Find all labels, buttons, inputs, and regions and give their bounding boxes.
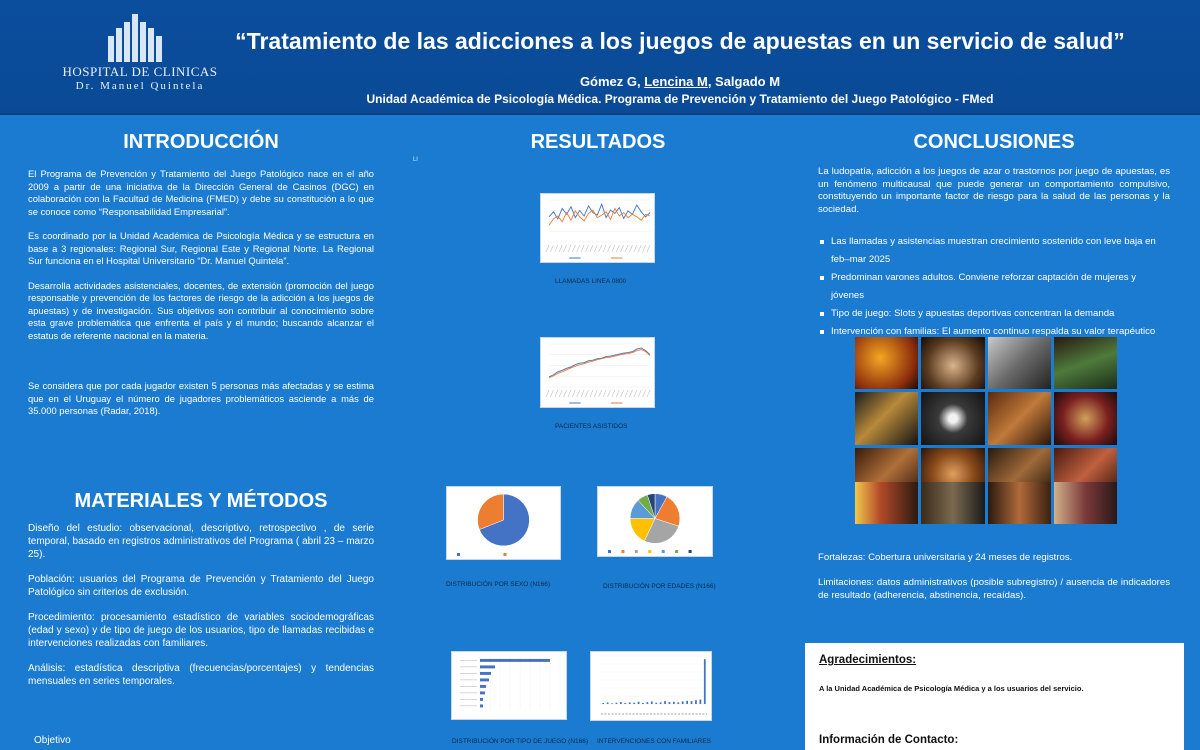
x-tick-mark bbox=[643, 245, 646, 252]
intro-paragraph: El Programa de Prevención y Tratamiento del Juego Patológico nace en el año 2009 a partir de una iniciativa de la Dirección General de Casinos (DGC) en colaboración con la Facultad de Medicina (FMED) y debe su constitución a lo que se conoce como “Responsabilidad Empresarial”. bbox=[28, 168, 374, 217]
bar bbox=[646, 702, 648, 704]
legend-swatch bbox=[675, 550, 678, 553]
legend-swatch bbox=[504, 553, 507, 556]
x-tick-mark bbox=[581, 390, 584, 397]
bullet-item: Predominan varones adultos. Conviene reforzar captación de mujeres y jóvenes bbox=[818, 269, 1170, 305]
sex-chart-svg bbox=[447, 487, 560, 559]
bar bbox=[480, 678, 489, 681]
intro-paragraph: Se considera que por cada jugador existen 5 personas más afectadas y se estima que en el Uruguay el número de jugadores problemáticos asciende a más de 35.000 personas (Radar, 2018). bbox=[28, 380, 374, 416]
x-tick-mark bbox=[594, 390, 597, 397]
x-tick-mark bbox=[572, 390, 575, 397]
x-tick-mark bbox=[629, 245, 632, 252]
billiard-balls-image bbox=[855, 337, 918, 389]
patients-chart-svg bbox=[541, 338, 654, 407]
intro-paragraph: Es coordinado por la Unidad Académica de Psicología Médica y se estructura en base a 3 regionales: Regional Sur, Regional Este y Regional Norte. La Regional Sur funciona en el Hospital Universitario “Dr. Manuel Quintela”. bbox=[28, 230, 374, 266]
legend-swatch bbox=[621, 550, 624, 553]
x-tick-mark bbox=[577, 245, 580, 252]
logo-subtitle: Dr. Manuel Quintela bbox=[75, 80, 205, 92]
x-tick-mark bbox=[586, 390, 589, 397]
methods-paragraph: Diseño del estudio: observacional, descriptivo, retrospectivo , de serie temporal, basado en registros administrativos del Programa ( abril 23 – marzo 25). bbox=[28, 523, 374, 560]
bar bbox=[480, 672, 491, 675]
series-line bbox=[549, 350, 650, 378]
bar bbox=[480, 659, 550, 662]
methods-heading: MATERIALES Y MÉTODOS bbox=[74, 490, 328, 512]
intro-heading: INTRODUCCIÓN bbox=[123, 131, 279, 153]
x-tick-mark bbox=[621, 245, 624, 252]
x-tick-mark bbox=[550, 245, 553, 252]
casino-table-image bbox=[1054, 337, 1117, 389]
affiliation: Unidad Académica de Psicología Médica. Programa de Prevención y Tratamiento del Juego Patológico - FMed bbox=[366, 92, 994, 106]
game-type-chart-caption: DISTRIBUCIÓN POR TIPO DE JUEGO (N166) bbox=[452, 738, 589, 745]
lottery-image bbox=[1054, 482, 1117, 524]
x-tick-mark bbox=[568, 245, 571, 252]
intro-body bbox=[28, 168, 374, 430]
slot-lights-image bbox=[855, 392, 918, 444]
x-tick-mark bbox=[568, 390, 571, 397]
x-tick-mark bbox=[603, 390, 606, 397]
legend-swatch bbox=[635, 550, 638, 553]
poster-title: “Tratamiento de las adicciones a los juegos de apuestas en un servicio de salud” bbox=[235, 28, 1125, 54]
bullet-item: Las llamadas y asistencias muestran crecimiento sostenido con leve baja en feb–mar 2025 bbox=[818, 233, 1170, 269]
contact-heading: Información de Contacto: bbox=[819, 734, 959, 746]
x-tick-mark bbox=[586, 245, 589, 252]
x-tick-mark bbox=[594, 245, 597, 252]
x-tick-mark bbox=[634, 390, 637, 397]
conclusions-heading: CONCLUSIONES bbox=[913, 131, 1075, 153]
bar bbox=[642, 703, 644, 704]
x-tick-mark bbox=[634, 245, 637, 252]
bar bbox=[704, 659, 706, 704]
authors bbox=[230, 74, 1130, 89]
x-tick-mark bbox=[546, 245, 549, 252]
legend-swatch bbox=[648, 550, 651, 553]
bar bbox=[602, 703, 604, 704]
bar bbox=[616, 703, 618, 704]
game-type-bar-chart bbox=[451, 651, 567, 720]
family-bar-chart bbox=[590, 651, 712, 721]
bullet-item: Tipo de juego: Slots y apuestas deportivas concentran la demanda bbox=[818, 305, 1170, 323]
family-chart-caption: INTERVENCIONES CON FAMILIARES bbox=[597, 738, 712, 745]
x-tick-mark bbox=[616, 245, 619, 252]
x-tick-mark bbox=[564, 245, 567, 252]
x-tick-mark bbox=[621, 390, 624, 397]
bar bbox=[633, 703, 635, 704]
gambling-photo-collage bbox=[855, 337, 1117, 500]
x-tick-mark bbox=[546, 390, 549, 397]
sex-pie-chart bbox=[446, 486, 561, 560]
age-chart-caption: DISTRIBUCIÓN POR EDADES (N166) bbox=[603, 583, 716, 590]
conclusions-bullets bbox=[818, 233, 1170, 341]
x-tick-mark bbox=[559, 245, 562, 252]
dice-image bbox=[921, 392, 984, 444]
x-tick-mark bbox=[590, 245, 593, 252]
bar bbox=[480, 665, 495, 668]
objective-label: Objetivo bbox=[34, 735, 71, 746]
x-tick-mark bbox=[550, 390, 553, 397]
calls-chart-svg bbox=[541, 194, 654, 262]
playing-cards-image bbox=[988, 337, 1051, 389]
bar bbox=[651, 701, 653, 704]
limitations-text: Limitaciones: datos administrativos (posible subregistro) / ausencia de indicadores de resultado (adherencia, abstinencia, recaídas). bbox=[818, 577, 1170, 601]
x-tick-mark bbox=[612, 390, 615, 397]
acknowledgements-text: A la Unidad Académica de Psicología Médica y a los usuarios del servicio. bbox=[819, 684, 1084, 693]
bar bbox=[686, 701, 688, 704]
hospital-logo bbox=[60, 14, 220, 94]
methods-paragraph: Procedimiento: procesamiento estadístico de variables sociodemográficas (edad y sexo) y de tipo de juego de los usuarios, tipo de llamadas recibidas e intervenciones realizadas con familiares. bbox=[28, 612, 374, 649]
bar bbox=[660, 702, 662, 704]
x-tick-mark bbox=[647, 245, 650, 252]
chips-image bbox=[855, 482, 918, 524]
bar bbox=[620, 702, 622, 704]
patients-line-chart bbox=[540, 337, 655, 408]
x-tick-mark bbox=[572, 245, 575, 252]
bar bbox=[480, 685, 486, 688]
bar bbox=[664, 701, 666, 704]
logo-name: HOSPITAL DE CLINICAS bbox=[62, 64, 218, 79]
results-mark: Ll bbox=[413, 157, 418, 163]
bar bbox=[480, 704, 483, 707]
x-tick-mark bbox=[555, 390, 558, 397]
bar bbox=[673, 702, 675, 704]
bar bbox=[691, 701, 693, 704]
sex-chart-caption: DISTRIBUCIÓN POR SEXO (N166) bbox=[446, 581, 551, 588]
legend-swatch bbox=[608, 550, 611, 553]
x-tick-mark bbox=[559, 390, 562, 397]
intro-paragraph: Desarrolla actividades asistenciales, docentes, de extensión (promoción del juego responsable y prevención de los factores de riesgo de la adicción a los juegos de apuestas) y de investigación. Sus objetivos son contribuir al conocimiento sobre esta grave problemática que enfrenta el país y el mundo; buscando alcanzar el estatus de referente nacional en la materia. bbox=[28, 279, 374, 341]
methods-body bbox=[28, 522, 374, 700]
bar bbox=[699, 700, 701, 704]
bar bbox=[638, 702, 640, 704]
x-tick-mark bbox=[577, 390, 580, 397]
bar bbox=[655, 703, 657, 704]
roulette-image bbox=[988, 392, 1051, 444]
x-tick-mark bbox=[612, 245, 615, 252]
age-chart-svg bbox=[598, 487, 712, 556]
x-tick-mark bbox=[607, 245, 610, 252]
legend-swatch bbox=[689, 550, 692, 553]
bar bbox=[629, 702, 631, 704]
x-tick-mark bbox=[629, 390, 632, 397]
bar bbox=[669, 702, 671, 704]
poster-header bbox=[0, 0, 1200, 115]
authors-last: , Salgado M bbox=[707, 74, 781, 89]
game-type-chart-svg bbox=[452, 652, 566, 719]
series-line bbox=[549, 348, 650, 377]
acknowledgements-box bbox=[805, 643, 1184, 750]
calls-line-chart bbox=[540, 193, 655, 263]
conclusions-intro: La ludopatía, adicción a los juegos de azar o trastornos por juego de apuestas, es un fenómeno multicausal que puede generar un comportamiento compulsivo, constituyendo un importante factor de riesgo para la salud de las personas y la sociedad. bbox=[818, 166, 1170, 215]
x-tick-mark bbox=[638, 390, 641, 397]
bar bbox=[611, 703, 613, 704]
bar bbox=[682, 701, 684, 704]
bar bbox=[695, 700, 697, 704]
calls-chart-caption: LLAMADAS LINEA 0800 bbox=[555, 278, 627, 285]
methods-paragraph: Análisis: estadística descriptiva (frecuencias/porcentajes) y tendencias mensuales en series temporales. bbox=[28, 663, 374, 687]
age-pie-chart bbox=[597, 486, 713, 557]
x-tick-mark bbox=[607, 390, 610, 397]
x-tick-mark bbox=[625, 245, 628, 252]
card-game-image bbox=[988, 482, 1051, 524]
author-presenting: Lencina M bbox=[644, 74, 708, 89]
x-tick-mark bbox=[603, 245, 606, 252]
x-tick-mark bbox=[647, 390, 650, 397]
x-tick-mark bbox=[616, 390, 619, 397]
legend-swatch bbox=[457, 553, 460, 556]
bar bbox=[480, 698, 483, 701]
x-tick-mark bbox=[599, 245, 602, 252]
methods-paragraph: Población: usuarios del Programa de Prevención y Tratamiento del Juego Patológico sin criterios de exclusión. bbox=[28, 574, 374, 598]
x-tick-mark bbox=[590, 390, 593, 397]
bar bbox=[624, 703, 626, 704]
bar bbox=[607, 702, 609, 704]
horse-race-image bbox=[921, 482, 984, 524]
strengths-text: Fortalezas: Cobertura universitaria y 24 meses de registros. bbox=[818, 552, 1073, 563]
bar bbox=[480, 691, 485, 694]
authors-first: Gómez G, bbox=[579, 74, 645, 89]
roulette-wheel-image bbox=[1054, 392, 1117, 444]
x-tick-mark bbox=[638, 245, 641, 252]
x-tick-mark bbox=[555, 245, 558, 252]
logo-building-icon bbox=[108, 14, 168, 62]
x-tick-mark bbox=[599, 390, 602, 397]
patients-chart-caption: PACIENTES ASISTIDOS bbox=[555, 423, 628, 430]
roulette-chips-image bbox=[921, 337, 984, 389]
family-chart-svg bbox=[591, 652, 711, 720]
legend-swatch bbox=[662, 550, 665, 553]
acknowledgements-heading: Agradecimientos: bbox=[819, 654, 917, 666]
bullet-item: Intervención con familias: El aumento continuo respalda su valor terapéutico bbox=[818, 323, 1170, 341]
gambling-photo-strip bbox=[855, 482, 1117, 524]
results-heading: RESULTADOS bbox=[530, 131, 666, 153]
x-tick-mark bbox=[564, 390, 567, 397]
x-tick-mark bbox=[581, 245, 584, 252]
x-tick-mark bbox=[625, 390, 628, 397]
x-tick-mark bbox=[643, 390, 646, 397]
bar bbox=[677, 702, 679, 704]
